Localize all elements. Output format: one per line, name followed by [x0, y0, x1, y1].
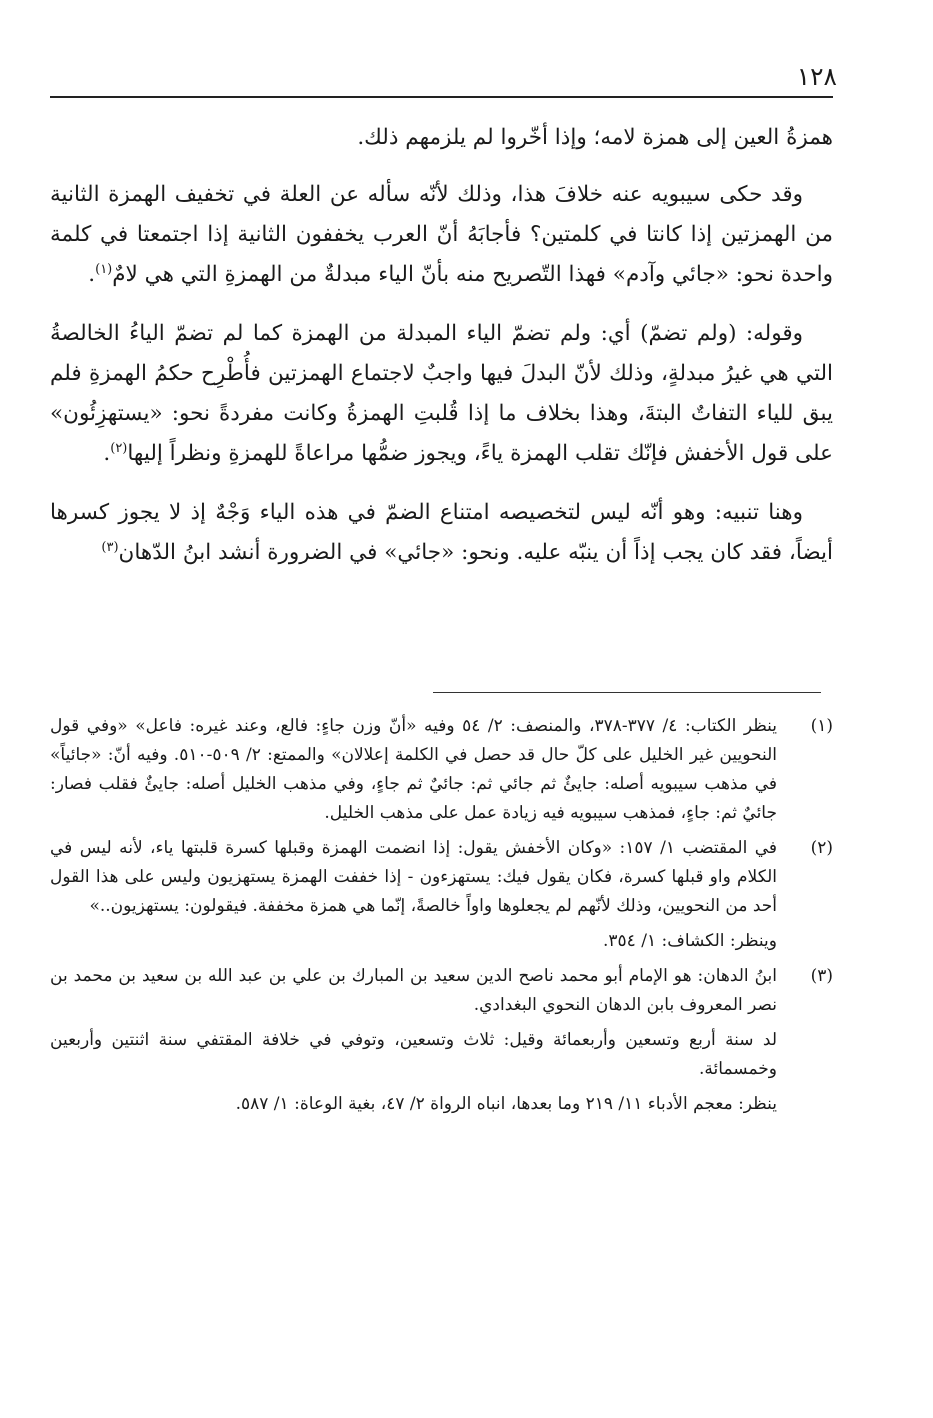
footnote-3-birth: لد سنة أربع وتسعين وأربعمائة وقيل: ثلاث وتسعين، وتوفي في خلافة المقتفي سنة اثنتين وأربعين وخمسمائة.: [50, 1030, 777, 1079]
paragraph-3-text: وقوله: (ولم تضمّ) أي: ولم تضمّ الياء المبدلة من الهمزة كما لم تضمّ الياءُ الخالصةُ التي هي غيرُ مبدلةٍ، وذلك لأنّ البدلَ فيها واجبٌ لاجتماع الهمزتين فأُطْرِح حكمُ الهمزةِ فلم يبق للياء التفاتٌ البتةَ، وهذا بخلاف ما إذا قُلبتِ الهمزةُ وكانت مفردةً نحو: «يستهزِئُون» على قول الأخفش فإنّك تقلب الهمزة ياءً، ويجوز ضمُّها مراعاةً للهمزةِ ونظراً إليها: [50, 321, 833, 466]
paragraph-4-text: وهنا تنبيه: وهو أنّه ليس لتخصيصه امتناع الضمّ في هذه الياء وَجْهٌ إذ لا يجوز كسرها أيضاً، فقد كان يجب إذاً أن ينبّه عليه. ونحو: «جائي» في الضرورة أنشد ابنُ الدّهان: [50, 500, 833, 565]
footnote-separator: [433, 692, 821, 693]
footnote-2-continuation: وينظر: الكشاف: ١/ ٣٥٤.: [602, 931, 777, 951]
paragraph-3: [50, 314, 833, 474]
footnote-1-text: ينظر الكتاب: ٤/ ٣٧٧-٣٧٨، والمنصف: ٢/ ٥٤ وفيه «أنّ وزن جاءٍ: فالع، وعند غيره: فاعل» «وفي قول النحويين غير الخليل على كلّ حال قد حصل في الكلمة إعلالان» والممتع: ٢/ ٥٠٩-٥١٠. وفيه أنّ: «جائياً» في مذهب سيبويه أصله: جايئٌ ثم جائي ثم: جائيٌ ثم جاءٍ، وفي مذهب الخليل أصله: جايئٌ فقلب فصار: جائيٌ ثم: جاءٍ، فمذهب سيبويه فيه زيادة عمل على مذهب الخليل.: [50, 716, 778, 823]
paragraph-3-end: .: [103, 441, 111, 466]
paragraph-2-text: وقد حكى سيبويه عنه خلافَ هذا، وذلك لأنّه سأله عن العلة في تخفيف الهمزة الثانية من الهمزتين إذا كانتا في كلمتين؟ فأجابَهُ أنّ العرب يخففون الثانية إذا اجتمعتا في كلمة واحدة نحو: «جائي وآدم» فهذا التّصريح منه بأنّ الياء مبدلةٌ من الهمزةِ التي هي لامٌ: [50, 182, 833, 287]
page-number: ١٢٨: [796, 62, 837, 91]
footnote-3-text: ابنُ الدهان: هو الإمام أبو محمد ناصح الدين سعيد بن المبارك بن علي بن عبد الله بن سعيد بن محمد بن نصر المعروف بابن الدهان النحوي البغدادي.: [50, 966, 777, 1015]
footnote-2: [50, 834, 833, 921]
footnote-3: [50, 962, 833, 1020]
footnotes: [50, 712, 833, 1125]
footnote-1-number: (١): [810, 716, 833, 736]
paragraph-2: [50, 175, 833, 295]
header-rule: [50, 96, 833, 98]
footnote-3-sources: ينظر: معجم الأدباء ١١/ ٢١٩ وما بعدها، انباه الرواة ٢/ ٤٧، بغية الوعاة: ١/ ٥٨٧.: [235, 1094, 777, 1114]
paragraph-1-text: همزةُ العين إلى همزة لامه؛ وإذا أخّروا لم يلزمهم ذلك.: [357, 125, 833, 150]
footnote-1: [50, 712, 833, 828]
main-text: [50, 118, 833, 592]
footnote-2-text: في المقتضب ١/ ١٥٧: «وكان الأخفش يقول: إذا انضمت الهمزة وقبلها كسرة قلبتها ياء، لأنه ليس في الكلام واو قبلها كسرة، فكان يقول فيك: يستهزءون - إذا خففت الهمزة يستهزيون وليس على هذا القول أحد من النحويين، وذلك لأنّهم لم يجعلوها واواً خالصةً، إنّما هي همزة مخففة. فيقولون: يستهزيون..»: [50, 838, 777, 916]
paragraph-1: [50, 118, 833, 158]
paragraph-4: [50, 493, 833, 573]
footnote-3-number: (٣): [810, 966, 833, 986]
footnote-ref-2[interactable]: (٢): [110, 440, 128, 456]
footnote-2-number: (٢): [810, 838, 833, 858]
footnote-ref-1[interactable]: (١): [95, 261, 113, 277]
paragraph-2-end: .: [88, 262, 96, 287]
footnote-ref-3[interactable]: (٣): [101, 539, 119, 555]
